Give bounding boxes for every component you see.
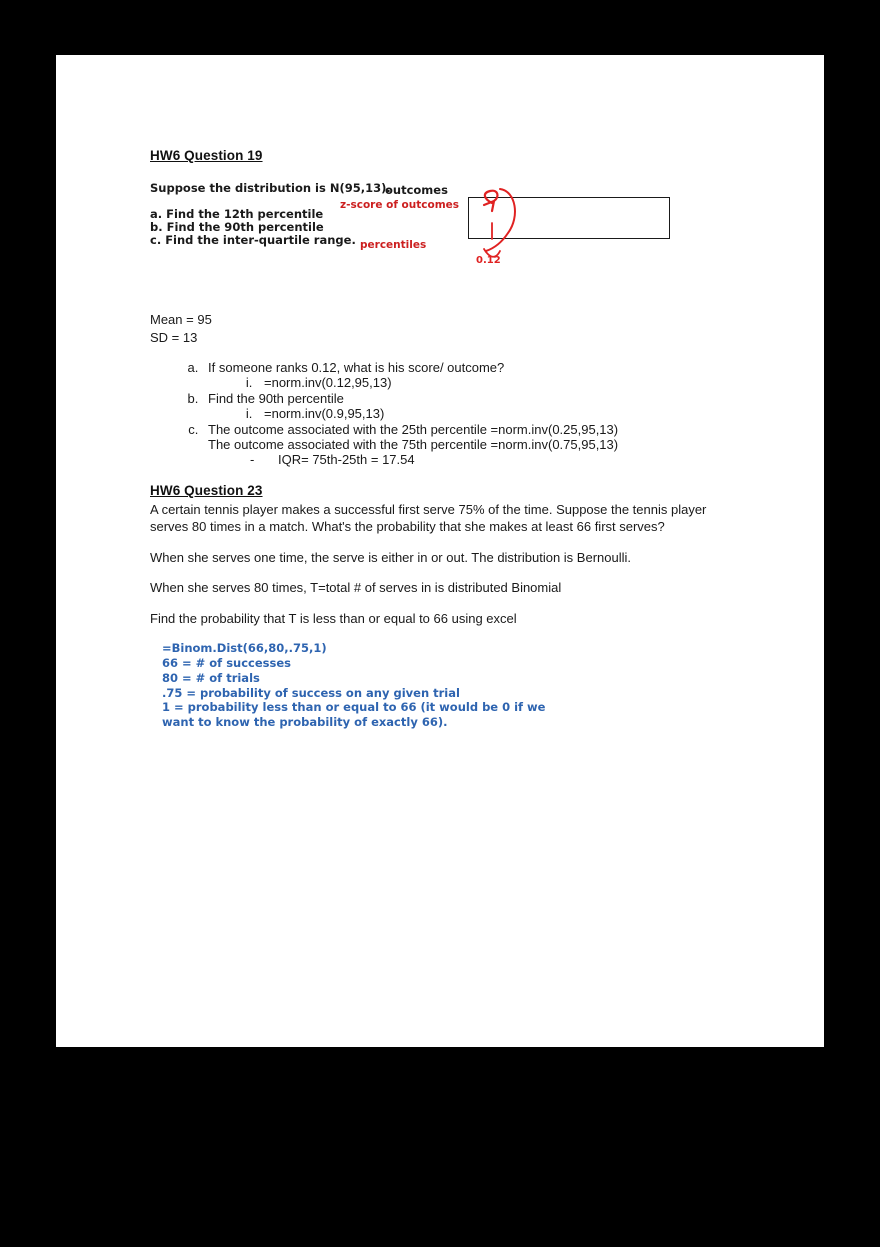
excel-line-4: .75 = probability of success on any given trial: [162, 685, 460, 700]
excel-line-3: 80 = # of trials: [162, 670, 260, 685]
scan-item-c: c. Find the inter-quartile range.: [150, 232, 356, 247]
list-item-c-dash-1: - IQR= 75th-25th = 17.54: [250, 452, 770, 467]
scan-label-percentiles: percentiles: [360, 239, 427, 251]
list-item-b-text: Find the 90th percentile: [208, 391, 344, 407]
excel-line-6: want to know the probability of exactly 66).: [162, 714, 448, 729]
excel-formula-block: [162, 641, 770, 729]
list-item-c-extra: The outcome associated with the 75th percentile =norm.inv(0.75,95,13): [208, 437, 619, 453]
mean-value: Mean = 95: [150, 312, 212, 327]
excel-line-2: 66 = # of successes: [162, 656, 291, 671]
list-item-a-text: If someone ranks 0.12, what is his score/ outcome?: [208, 360, 505, 376]
scan-line-distribution: Suppose the distribution is N(95,13).: [150, 181, 391, 195]
list-item-a-sub-1: i. =norm.inv(0.12,95,13): [256, 375, 770, 390]
scan-label-zscore: z-score of outcomes: [340, 199, 460, 211]
list-item-b-sublist: [208, 406, 770, 421]
annotation-number: 0.12: [476, 255, 501, 266]
scan-rectangle-shape: [468, 197, 670, 239]
q23-paragraph-3: When she serves 80 times, T=total # of serves in is distributed Binomial: [150, 580, 562, 596]
list-item-a-sublist: [208, 375, 770, 390]
scan-label-outcomes: outcomes: [385, 183, 448, 197]
list-item-b-sub-1: i. =norm.inv(0.9,95,13): [256, 406, 770, 421]
q23-paragraph-1: A certain tennis player makes a successful first serve 75% of the time. Suppose the tennis player serves 80 times in a match. What's the probability that she makes at least 66 first serves?: [150, 502, 707, 534]
document-content: [150, 148, 770, 730]
scanned-image-block: [150, 183, 770, 298]
section-heading-q23: HW6 Question 23: [150, 483, 263, 499]
mean-sd-block: [150, 312, 770, 346]
sd-value: SD = 13: [150, 329, 198, 345]
list-item-c: [202, 422, 770, 467]
excel-line-1: =Binom.Dist(66,80,.75,1): [162, 641, 327, 656]
list-item-b: [202, 391, 770, 421]
excel-line-5: 1 = probability less than or equal to 66 (it would be 0 if we: [162, 700, 546, 715]
scan-item-a: a. Find the 12th percentile: [150, 206, 324, 221]
q19-answer-list: [150, 360, 770, 467]
section-heading-q19: HW6 Question 19: [150, 148, 263, 163]
list-item-c-dashlist: [208, 452, 770, 467]
document-page: [56, 55, 824, 1047]
scan-item-b: b. Find the 90th percentile: [150, 219, 324, 234]
list-item-c-text: The outcome associated with the 25th percentile =norm.inv(0.25,95,13): [208, 422, 619, 438]
list-item-a: [202, 360, 770, 390]
q23-paragraph-2: When she serves one time, the serve is either in or out. The distribution is Bernoulli.: [150, 549, 631, 565]
q23-paragraph-4: Find the probability that T is less than or equal to 66 using excel: [150, 610, 517, 626]
